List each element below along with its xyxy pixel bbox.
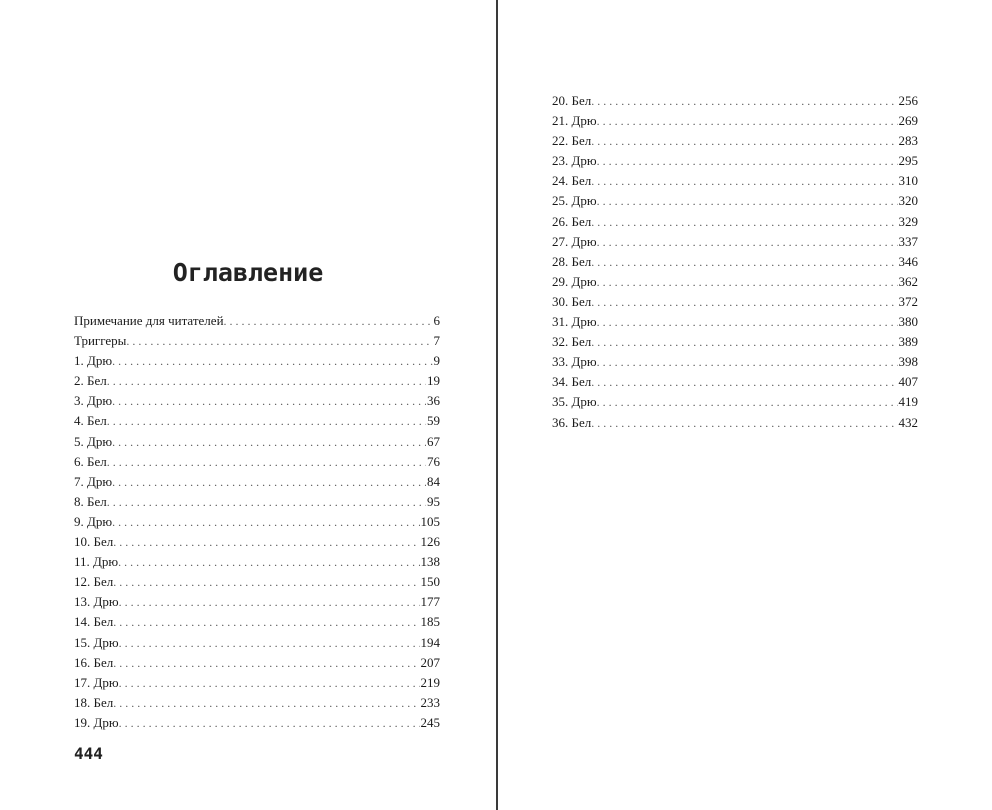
dot-leader — [591, 131, 897, 151]
dot-leader — [597, 392, 898, 412]
toc-entry-page: 256 — [898, 93, 918, 108]
toc-entry-page: 419 — [898, 394, 918, 410]
toc-entry-page: 9 — [433, 353, 440, 369]
toc-entry — [552, 372, 918, 392]
toc-entry — [74, 612, 440, 632]
toc-entry-page: 320 — [898, 193, 918, 209]
toc-entry-page: 177 — [420, 594, 440, 610]
toc-entry-page: 36 — [427, 393, 440, 409]
toc-entry-label: 32. Бел — [552, 334, 592, 350]
toc-entry-label: 23. Дрю — [552, 153, 597, 169]
toc-entry-label: 13. Дрю — [74, 594, 119, 610]
toc-entry — [552, 252, 918, 272]
toc-entry-label: 34. Бел — [552, 374, 592, 390]
toc-entry-label: 6. Бел — [74, 453, 107, 469]
dot-leader — [113, 653, 419, 673]
toc-entry — [552, 332, 918, 352]
toc-entry — [552, 413, 918, 433]
toc-entry — [74, 512, 440, 532]
toc-entry-page: 138 — [420, 554, 440, 570]
toc-entry-label: 16. Бел — [74, 654, 114, 670]
toc-entry — [552, 191, 918, 211]
toc-entry — [552, 91, 918, 111]
toc-entry-page: 59 — [427, 413, 440, 429]
dot-leader — [112, 432, 426, 452]
toc-entry — [552, 272, 918, 292]
toc-entry-label: 14. Бел — [74, 614, 114, 630]
toc-entry-label: 28. Бел — [552, 253, 592, 269]
toc-entry-label: 15. Дрю — [74, 634, 119, 650]
toc-entry-label: 20. Бел — [552, 93, 592, 108]
toc-entry — [74, 532, 440, 552]
toc-entry-label: 4. Бел — [74, 413, 107, 429]
toc-list-right — [552, 91, 918, 433]
toc-entry-page: 126 — [420, 534, 440, 550]
dot-leader — [119, 633, 420, 653]
toc-entry — [552, 212, 918, 232]
toc-entry-page: 233 — [420, 694, 440, 710]
toc-entry-page: 219 — [420, 674, 440, 690]
toc-entry-page: 95 — [427, 493, 440, 509]
toc-title: Оглавление — [172, 258, 324, 287]
toc-entry-label: 29. Дрю — [552, 273, 597, 289]
dot-leader — [224, 311, 433, 331]
toc-entry — [74, 673, 440, 693]
toc-entry-page: 207 — [420, 654, 440, 670]
toc-entry — [74, 653, 440, 673]
toc-entry-page: 329 — [898, 213, 918, 229]
toc-entry-page: 269 — [898, 113, 918, 129]
toc-entry-label: 26. Бел — [552, 213, 592, 229]
toc-entry-page: 19 — [427, 373, 440, 389]
toc-entry-label: Триггеры — [74, 333, 127, 349]
toc-entry-label: 21. Дрю — [552, 113, 597, 129]
toc-entry-label: 25. Дрю — [552, 193, 597, 209]
dot-leader — [597, 272, 898, 292]
toc-entry — [552, 232, 918, 252]
toc-entry — [74, 492, 440, 512]
toc-entry-page: 362 — [898, 273, 918, 289]
dot-leader — [597, 232, 898, 252]
dot-leader — [112, 351, 432, 371]
dot-leader — [591, 372, 897, 392]
toc-entry — [74, 371, 440, 391]
dot-leader — [119, 592, 420, 612]
dot-leader — [112, 512, 419, 532]
page-number: 444 — [74, 744, 103, 763]
toc-entry-label: 12. Бел — [74, 574, 114, 590]
toc-entry-page: 310 — [898, 173, 918, 189]
dot-leader — [591, 413, 897, 433]
dot-leader — [597, 352, 898, 372]
toc-entry-page: 389 — [898, 334, 918, 350]
dot-leader — [119, 713, 420, 733]
toc-entry-label: 30. Бел — [552, 293, 592, 309]
toc-entry-label: 31. Дрю — [552, 314, 597, 330]
toc-entry — [74, 432, 440, 452]
toc-entry-label: 36. Бел — [552, 414, 592, 430]
toc-entry-page: 295 — [898, 153, 918, 169]
toc-entry-label: 19. Дрю — [74, 714, 119, 730]
toc-entry-label: 9. Дрю — [74, 513, 113, 529]
dot-leader — [591, 212, 897, 232]
toc-entry-page: 346 — [898, 253, 918, 269]
dot-leader — [107, 492, 426, 512]
toc-entry-label: 7. Дрю — [74, 473, 113, 489]
dot-leader — [113, 572, 419, 592]
toc-entry-page: 380 — [898, 314, 918, 330]
toc-entry-page: 372 — [898, 293, 918, 309]
toc-entry — [74, 633, 440, 653]
toc-entry — [74, 351, 440, 371]
dot-leader — [597, 191, 898, 211]
toc-entry-label: Примечание для читателей — [74, 313, 224, 328]
dot-leader — [119, 673, 420, 693]
dot-leader — [597, 151, 898, 171]
toc-entry-label: 27. Дрю — [552, 233, 597, 249]
toc-entry-label: 24. Бел — [552, 173, 592, 189]
toc-entry — [552, 131, 918, 151]
dot-leader — [113, 693, 419, 713]
toc-entry-page: 337 — [898, 233, 918, 249]
toc-entry — [552, 171, 918, 191]
dot-leader — [107, 452, 426, 472]
toc-entry-label: 3. Дрю — [74, 393, 113, 409]
toc-entry-label: 2. Бел — [74, 373, 107, 389]
toc-entry-label: 10. Бел — [74, 534, 114, 550]
toc-entry-label: 18. Бел — [74, 694, 114, 710]
toc-entry — [552, 312, 918, 332]
toc-entry — [74, 391, 440, 411]
dot-leader — [113, 612, 419, 632]
toc-entry — [74, 472, 440, 492]
toc-entry — [74, 331, 440, 351]
toc-entry — [74, 311, 440, 331]
toc-entry-page: 283 — [898, 133, 918, 149]
toc-entry — [74, 452, 440, 472]
dot-leader — [597, 111, 898, 131]
dot-leader — [107, 371, 426, 391]
toc-entry-page: 84 — [427, 473, 440, 489]
toc-entry-label: 5. Дрю — [74, 433, 113, 449]
dot-leader — [107, 411, 426, 431]
toc-entry — [74, 572, 440, 592]
toc-entry-label: 17. Дрю — [74, 674, 119, 690]
toc-entry — [552, 392, 918, 412]
toc-entry — [74, 411, 440, 431]
toc-entry — [74, 552, 440, 572]
toc-entry-page: 407 — [898, 374, 918, 390]
toc-entry-label: 11. Дрю — [74, 554, 119, 570]
dot-leader — [118, 552, 419, 572]
toc-entry-page: 432 — [898, 414, 918, 430]
toc-entry-page: 150 — [420, 574, 440, 590]
toc-entry-page: 6 — [433, 313, 440, 328]
toc-list-left — [74, 311, 440, 733]
dot-leader — [591, 292, 897, 312]
dot-leader — [597, 312, 898, 332]
toc-entry-page: 194 — [420, 634, 440, 650]
toc-entry-page: 185 — [420, 614, 440, 630]
dot-leader — [112, 472, 426, 492]
toc-entry-page: 245 — [420, 714, 440, 730]
toc-entry — [74, 592, 440, 612]
toc-entry-page: 105 — [420, 513, 440, 529]
dot-leader — [113, 532, 419, 552]
toc-entry — [552, 292, 918, 312]
toc-entry-label: 35. Дрю — [552, 394, 597, 410]
toc-entry — [552, 352, 918, 372]
toc-entry-page: 398 — [898, 354, 918, 370]
dot-leader — [591, 332, 897, 352]
toc-entry — [552, 151, 918, 171]
right-page — [498, 0, 992, 810]
toc-entry — [74, 693, 440, 713]
toc-entry — [552, 111, 918, 131]
dot-leader — [591, 91, 897, 111]
toc-entry-page: 67 — [427, 433, 440, 449]
toc-entry-label: 1. Дрю — [74, 353, 113, 369]
dot-leader — [126, 331, 432, 351]
dot-leader — [591, 252, 897, 272]
toc-entry-page: 7 — [433, 333, 440, 349]
toc-entry-label: 8. Бел — [74, 493, 107, 509]
toc-entry-page: 76 — [427, 453, 440, 469]
toc-entry-label: 22. Бел — [552, 133, 592, 149]
dot-leader — [591, 171, 897, 191]
dot-leader — [112, 391, 426, 411]
toc-entry-label: 33. Дрю — [552, 354, 597, 370]
toc-entry — [74, 713, 440, 733]
